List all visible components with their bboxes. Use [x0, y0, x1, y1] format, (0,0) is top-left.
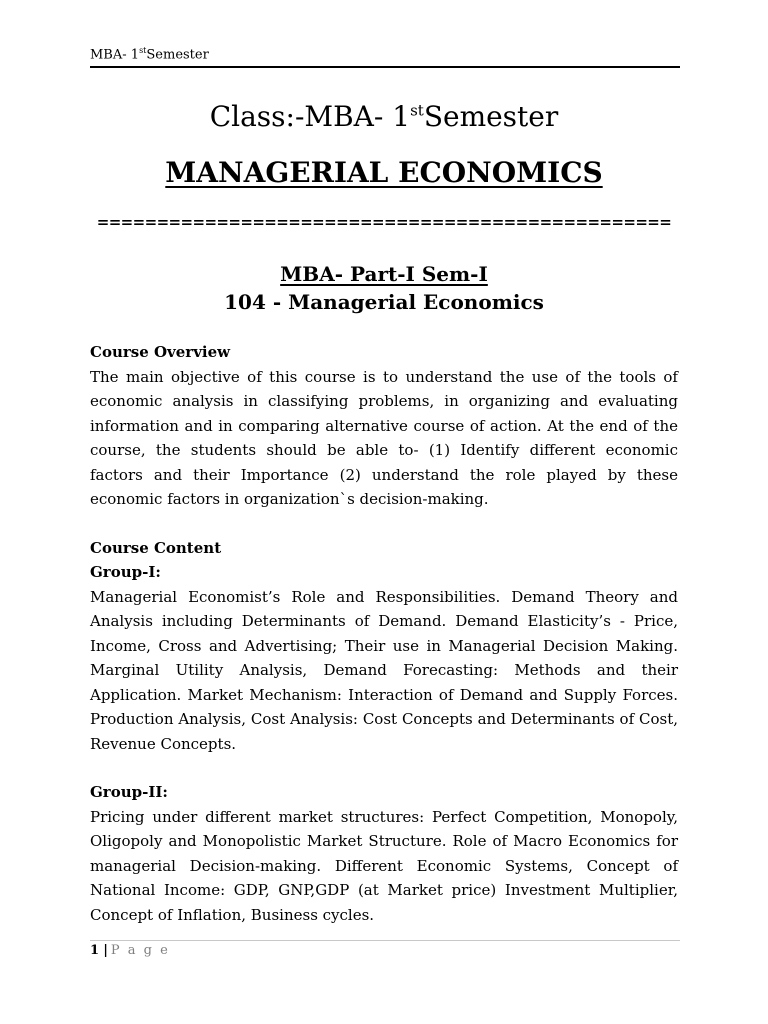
document-body [90, 340, 678, 927]
page-number: 1 [90, 943, 100, 958]
group1-paragraph: Managerial Economist’s Role and Responsibilities. Demand Theory and Analysis including Determinants of Demand. Demand Elasticity’s - Price, Income, Cross and Advertising; Their use in Managerial Decision Making. Marginal Utility Analysis, Demand Forecasting: Methods and their Application. Market Mechanism: Interaction of Demand and Supply Forces. Production Analysis, Cost Analysis: Cost Concepts and Determinants of Cost, Revenue Concepts. [90, 587, 678, 753]
group2-paragraph: Pricing under different market structures: Perfect Competition, Monopoly, Oligopoly and Monopolistic Market Structure. Role of Macro Economics for managerial Decision-making. Different Economic Systems, Concept of National Income: GDP, GNP,GDP (at Market price) Investment Multiplier, Concept of Inflation, Business cycles. [90, 807, 678, 924]
spacer [90, 512, 678, 536]
course-title: MANAGERIAL ECONOMICS [165, 156, 603, 189]
page-footer [90, 943, 170, 958]
class-title-prefix: Class:-MBA- 1 [209, 100, 411, 133]
page-header [90, 46, 680, 68]
part-semester-subtitle: MBA- Part-I Sem-I [280, 262, 488, 286]
overview-heading: Course Overview [90, 343, 231, 361]
class-title-suffix: Semester [423, 100, 559, 133]
footer-rule [90, 940, 680, 941]
header-prefix: MBA- 1 [90, 47, 140, 63]
divider-line: ================================================ [96, 213, 672, 231]
class-title-sup: st [410, 101, 424, 120]
header-suffix: Semester [146, 47, 209, 63]
footer-separator: | [103, 943, 108, 958]
spacer [90, 756, 678, 780]
group1-heading: Group-I: [90, 563, 161, 581]
overview-paragraph: The main objective of this course is to understand the use of the tools of economic analysis in classifying problems, in organizing and evaluating information and in comparing alternative course of action. At the end of the course, the students should be able to- (1) Identify different economic factors and their Importance (2) understand the role played by these economic factors in organization`s decision-making. [90, 367, 678, 508]
class-title [0, 100, 768, 133]
content-heading: Course Content [90, 538, 222, 557]
group2-heading: Group-II: [90, 783, 168, 801]
header-sup: st [139, 46, 147, 55]
page-label: P a g e [110, 943, 170, 958]
course-code-subtitle: 104 - Managerial Economics [224, 290, 544, 314]
